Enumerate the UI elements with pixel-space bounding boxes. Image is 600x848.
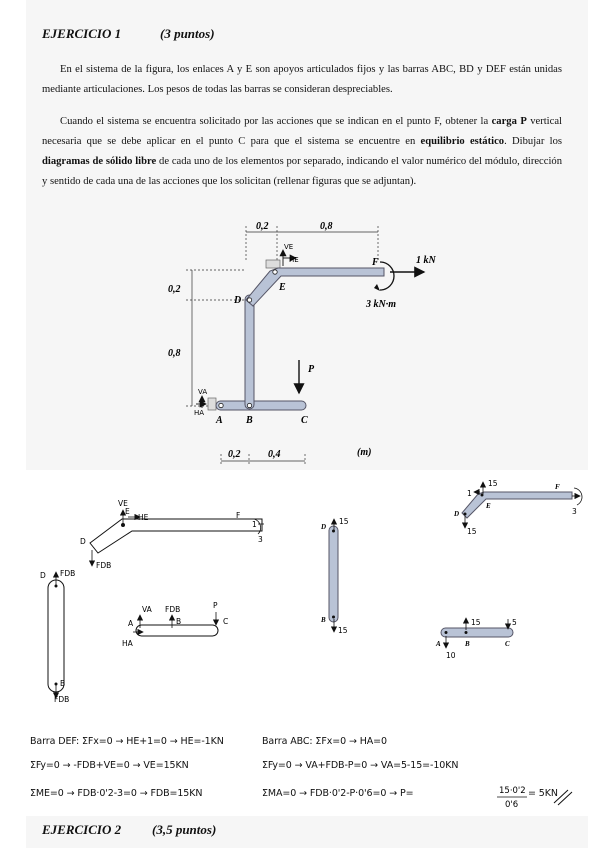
moment-arrowhead — [374, 284, 380, 291]
label-moment-F: 3 kN·m — [366, 299, 396, 310]
dim-left-1: 0,2 — [168, 284, 181, 295]
dim-left-2: 0,8 — [168, 348, 181, 359]
fbd-r-def-15: 15 — [488, 479, 498, 488]
fbd-r-def-F: F — [555, 483, 560, 491]
eq-frac-num: 15·0'2 — [499, 786, 526, 796]
fbd-DEF-bar — [90, 519, 262, 553]
fbd-abc-C: C — [223, 617, 229, 626]
fbd-r-abc-B: B — [465, 640, 470, 648]
bar-BD — [245, 295, 254, 409]
fbd-r-bd-15-bot: 15 — [338, 626, 348, 635]
eq-line-3b-end: = 5KN — [528, 788, 558, 799]
para2-text-e: . Dibujar los — [504, 136, 563, 147]
eq-line-1a: Barra DEF: ΣFx=0 → HE+1=0 → HE=-1KN — [30, 736, 224, 747]
fbd-r-bd-B: B — [321, 616, 326, 624]
fbd-abc-FDB: FDB — [165, 605, 181, 614]
fbd-r-BD-pin-top — [332, 530, 335, 533]
fbd-def-3: 3 — [258, 535, 263, 544]
fbd-r-bd-D: D — [321, 523, 327, 531]
bar-ABC — [216, 401, 306, 410]
fbd-bd-FDB-bot: FDB — [54, 695, 70, 704]
para2-bold-equilibrium: equilibrio estático — [420, 136, 505, 147]
exercise2-heading — [42, 822, 217, 838]
fbd-r-ABC-pin-B — [465, 631, 468, 634]
fbd-def-VE: VE — [118, 499, 128, 508]
dim-top-1: 0,2 — [256, 221, 269, 232]
eq-line-2a: ΣFy=0 → -FDB+VE=0 → VE=15KN — [30, 760, 189, 771]
fbd-r-abc-5: 5 — [512, 618, 517, 627]
eq-frac-den: 0'6 — [505, 800, 519, 810]
fbd-r-abc-10: 10 — [446, 651, 456, 660]
label-D: D — [234, 295, 242, 306]
label-B: B — [246, 415, 253, 426]
bar-DEF — [246, 268, 384, 306]
eq-line-2b: ΣFy=0 → VA+FDB-P=0 → VA=5-15=-10KN — [262, 760, 459, 771]
support-A — [208, 398, 216, 410]
fbd-ABC-bar — [136, 625, 218, 636]
fbd-r-ABC-bar — [441, 628, 513, 637]
fbd-def-D: D — [80, 537, 86, 546]
fbd-def-F: F — [236, 511, 241, 520]
label-HA: HA — [194, 409, 205, 417]
dim-left — [186, 270, 244, 406]
unit-label: (m) — [357, 447, 372, 458]
para2-text-a: Cuando el sistema se encuentra solicitado por las acciones que se indican en el punto F, obtener la — [60, 116, 492, 127]
eq-line-3b: ΣMA=0 → FDB·0'2-P·0'6=0 → P= — [262, 788, 414, 799]
exercise2-points: (3,5 puntos) — [152, 822, 217, 837]
fbd-r-bd-15-top: 15 — [339, 517, 349, 526]
para2-text-c: vertical necesaria que se debe aplicar en el punto C para que el sistema se encuentre en — [42, 116, 562, 147]
fbd-r-BD-bar — [329, 526, 338, 622]
label-VE: VE — [284, 243, 294, 251]
exercise1-points: (3 puntos) — [160, 26, 215, 41]
fbd-r-def-15b: 15 — [467, 527, 477, 536]
support-E — [266, 260, 280, 268]
fbd-bd-FDB-top: FDB — [60, 569, 76, 578]
bars — [216, 268, 384, 410]
label-P: P — [308, 364, 315, 375]
fbd-bd-B: B — [60, 679, 66, 688]
label-C: C — [301, 415, 308, 426]
para2-bold-load: carga P — [491, 116, 527, 127]
label-HE: HE — [289, 256, 299, 264]
fbd-r-BD-pin-bot — [332, 616, 335, 619]
label-F: F — [372, 257, 379, 268]
label-force-F: 1 kN — [416, 255, 436, 266]
fbd-r-abc-C: C — [505, 640, 510, 648]
eq-line-3a: ΣME=0 → FDB·0'2-3=0 → FDB=15KN — [30, 788, 203, 799]
dim-bottom-1: 0,2 — [228, 449, 241, 460]
fbd-abc-VA: VA — [142, 605, 152, 614]
dim-top-2: 0,8 — [320, 221, 333, 232]
label-A: A — [216, 415, 223, 426]
fbd-r-abc-15: 15 — [471, 618, 481, 627]
fbd-r-def-D: D — [454, 510, 460, 518]
fbd-r-DEF-pin-D — [464, 513, 467, 516]
eq-line-1b: Barra ABC: ΣFx=0 → HA=0 — [262, 736, 387, 747]
exercise1-title: EJERCICIO 1 — [42, 26, 122, 41]
label-VA: VA — [198, 388, 208, 396]
fbd-def-HE: HE — [138, 513, 149, 522]
dim-bottom-2: 0,4 — [268, 449, 281, 460]
para2-text-g: de cada uno de los elementos por separado, indicando el valor numérico del módulo, dirección y sentido de cada una de las acciones que los solicitan (rellenar figuras que se adjuntan). — [42, 156, 562, 187]
label-E: E — [279, 282, 286, 293]
fbd-r-def-1: 1 — [467, 489, 472, 498]
fbd-abc-HA: HA — [122, 639, 133, 648]
exercise2-title: EJERCICIO 2 — [42, 822, 122, 837]
fbd-BD-bar — [48, 580, 64, 692]
fbd-def-1: 1 — [252, 520, 257, 529]
fbd-def-FDB: FDB — [96, 561, 112, 570]
para2-bold-diagrams: diagramas de sólido libre — [42, 156, 157, 167]
fbd-r-DEF-bar — [462, 492, 572, 518]
fbd-r-def-3: 3 — [572, 507, 577, 516]
fbd-bd-D: D — [40, 571, 46, 580]
fbd-abc-A: A — [128, 619, 134, 628]
fbd-abc-B: B — [176, 617, 182, 626]
fbd-r-DEF-moment — [574, 488, 582, 505]
fbd-r-def-E: E — [486, 502, 491, 510]
fbd-def-E: E — [125, 507, 130, 516]
fbd-r-ABC-pin-A — [445, 631, 448, 634]
fbd-abc-P: P — [213, 601, 218, 610]
fbd-r-abc-A: A — [436, 640, 441, 648]
para1-text: En el sistema de la figura, los enlaces A y E son apoyos articulados fijos y las barras ABC, BD y DEF están unidas mediante articulaciones. Los pesos de todas las barras se consideran despreciables. — [42, 64, 562, 95]
